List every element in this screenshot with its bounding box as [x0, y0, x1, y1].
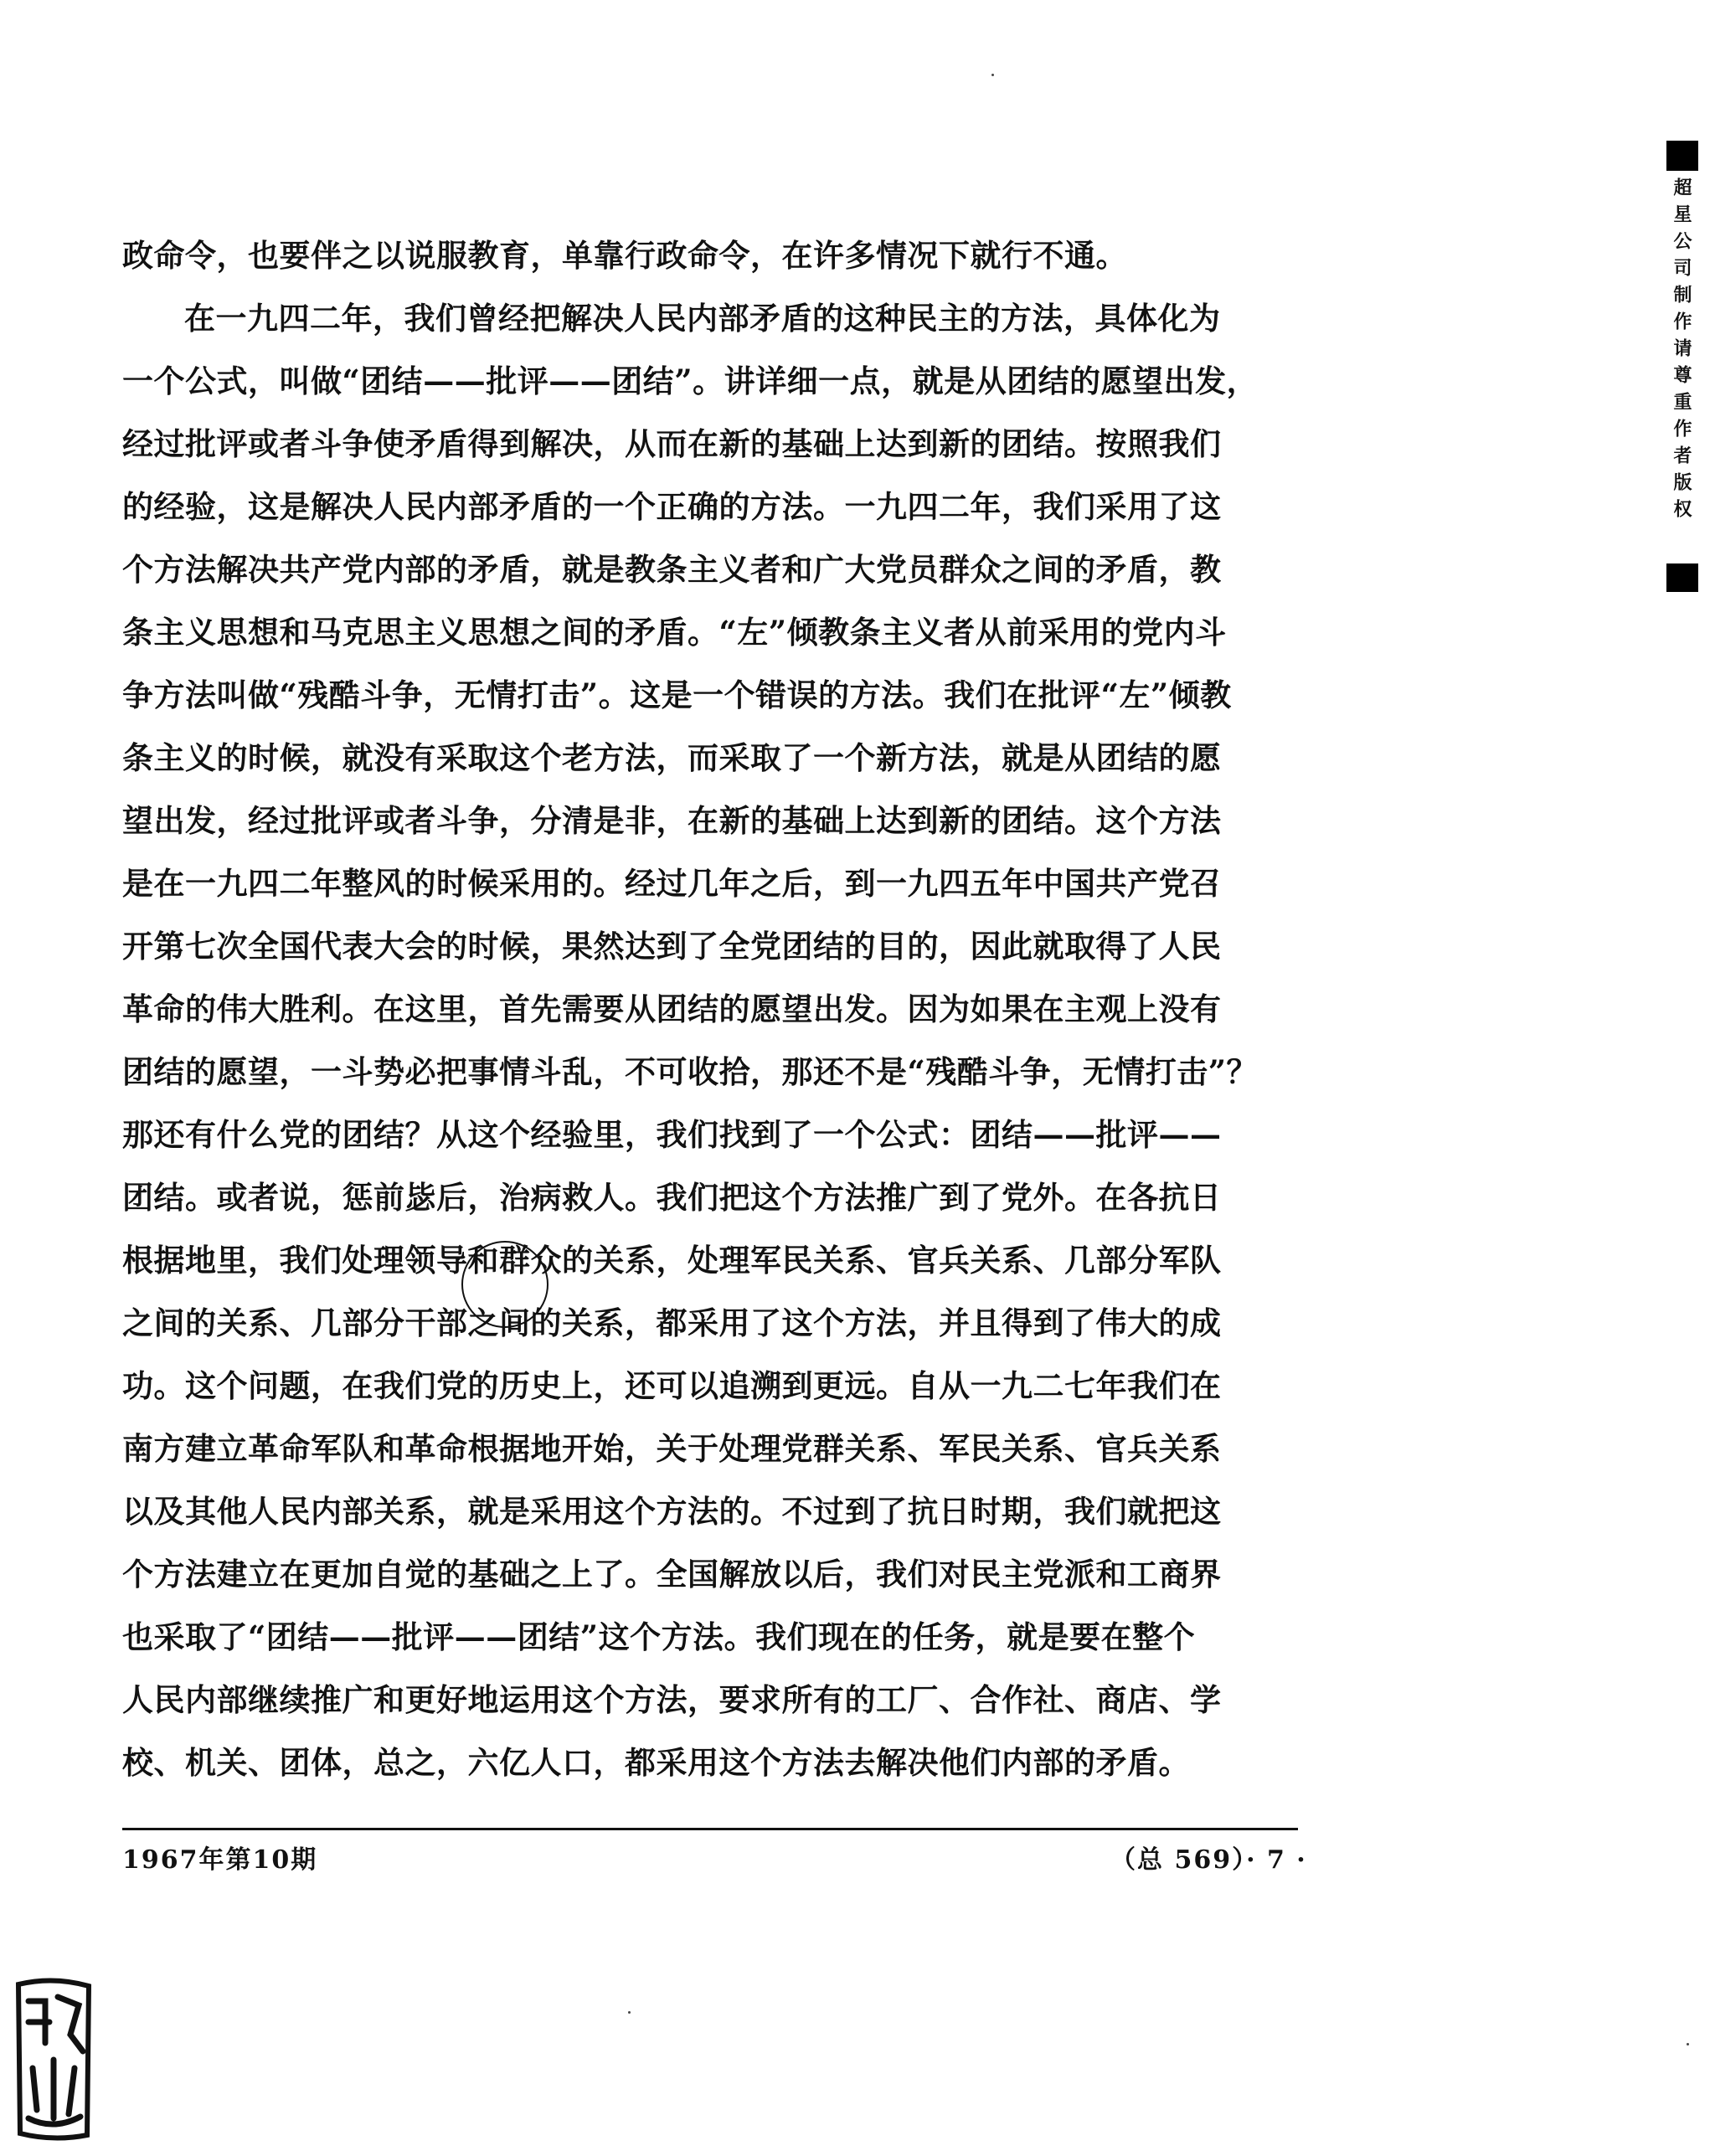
- text-line: 团结的愿望，一斗势必把事情斗乱，不可收拾，那还不是“残酷斗争，无情打击”？: [122, 1053, 1259, 1090]
- text-line: 革命的伟大胜利。在这里，首先需要从团结的愿望出发。因为如果在主观上没有: [122, 991, 1222, 1027]
- text-line: 根据地里，我们处理领导和群众的关系，处理军民关系、官兵关系、几部分军队: [122, 1242, 1222, 1279]
- text-line: 经过批评或者斗争使矛盾得到解决，从而在新的基础上达到新的团结。按照我们: [122, 425, 1222, 462]
- sidebar-bottom-bar: [1666, 563, 1698, 592]
- text-line: 以及其他人民内部关系，就是采用这个方法的。不过到了抗日时期，我们就把这: [122, 1493, 1222, 1530]
- text-line: 在一九四二年，我们曾经把解决人民内部矛盾的这种民主的方法，具体化为: [184, 300, 1221, 337]
- text-line: 之间的关系、几部分干部之间的关系，都采用了这个方法，并且得到了伟大的成: [122, 1304, 1222, 1341]
- text-line: 开第七次全国代表大会的时候，果然达到了全党团结的目的，因此就取得了人民: [122, 928, 1222, 965]
- text-line: 政命令，也要伴之以说服教育，单靠行政命令，在许多情况下就行不通。: [122, 237, 1127, 274]
- ink-circle-mark: [461, 1241, 548, 1328]
- text-line: 个方法解决共产党内部的矛盾，就是教条主义者和广大党员群众之间的矛盾，教: [122, 551, 1222, 588]
- scan-speck: [628, 2011, 631, 2014]
- page-number: （总 569）· 7 ·: [1110, 1845, 1307, 1875]
- scan-speck: [991, 74, 994, 76]
- text-line: 条主义的时候，就没有采取这个老方法，而采取了一个新方法，就是从团结的愿: [122, 739, 1222, 776]
- text-line: 条主义思想和马克思主义思想之间的矛盾。“左”倾教条主义者从前采用的党内斗: [122, 614, 1227, 651]
- copyright-sidebar: [1666, 141, 1703, 593]
- sidebar-top-bar: [1666, 141, 1698, 171]
- text-line: 功。这个问题，在我们党的历史上，还可以追溯到更远。自从一九二七年我们在: [122, 1367, 1222, 1404]
- text-line: 南方建立革命军队和革命根据地开始，关于处理党群关系、军民关系、官兵关系: [122, 1430, 1222, 1467]
- seal-stamp-icon: [12, 1976, 95, 2143]
- text-line: 也采取了“团结——批评——团结”这个方法。我们现在的任务，就是要在整个: [122, 1618, 1196, 1655]
- text-line: 人民内部继续推广和更好地运用这个方法，要求所有的工厂、合作社、商店、学: [122, 1681, 1222, 1718]
- sidebar-vertical-text: 超星公司制作请尊重作者版权: [1671, 178, 1692, 526]
- text-line: 争方法叫做“残酷斗争，无情打击”。这是一个错误的方法。我们在批评“左”倾教: [122, 677, 1232, 713]
- text-line: 个方法建立在更加自觉的基础之上了。全国解放以后，我们对民主党派和工商界: [122, 1556, 1222, 1593]
- issue-label: 1967年第10期: [122, 1845, 318, 1875]
- body-text: [122, 224, 1293, 1794]
- text-line: 望出发，经过批评或者斗争，分清是非，在新的基础上达到新的团结。这个方法: [122, 802, 1222, 839]
- text-line: 的经验，这是解决人民内部矛盾的一个正确的方法。一九四二年，我们采用了这: [122, 488, 1222, 525]
- footer-rule: [122, 1828, 1298, 1830]
- text-line: 校、机关、团体，总之，六亿人口，都采用这个方法去解决他们内部的矛盾。: [122, 1744, 1190, 1781]
- text-line: 那还有什么党的团结？从这个经验里，我们找到了一个公式：团结——批评——: [122, 1116, 1222, 1153]
- text-line: 是在一九四二年整风的时候采用的。经过几年之后，到一九四五年中国共产党召: [122, 865, 1222, 902]
- scan-speck: [1687, 2043, 1689, 2045]
- text-line: 团结。或者说，惩前毖后，治病救人。我们把这个方法推广到了党外。在各抗日: [122, 1179, 1222, 1216]
- text-line: 一个公式，叫做“团结——批评——团结”。讲详细一点，就是从团结的愿望出发，: [122, 363, 1259, 399]
